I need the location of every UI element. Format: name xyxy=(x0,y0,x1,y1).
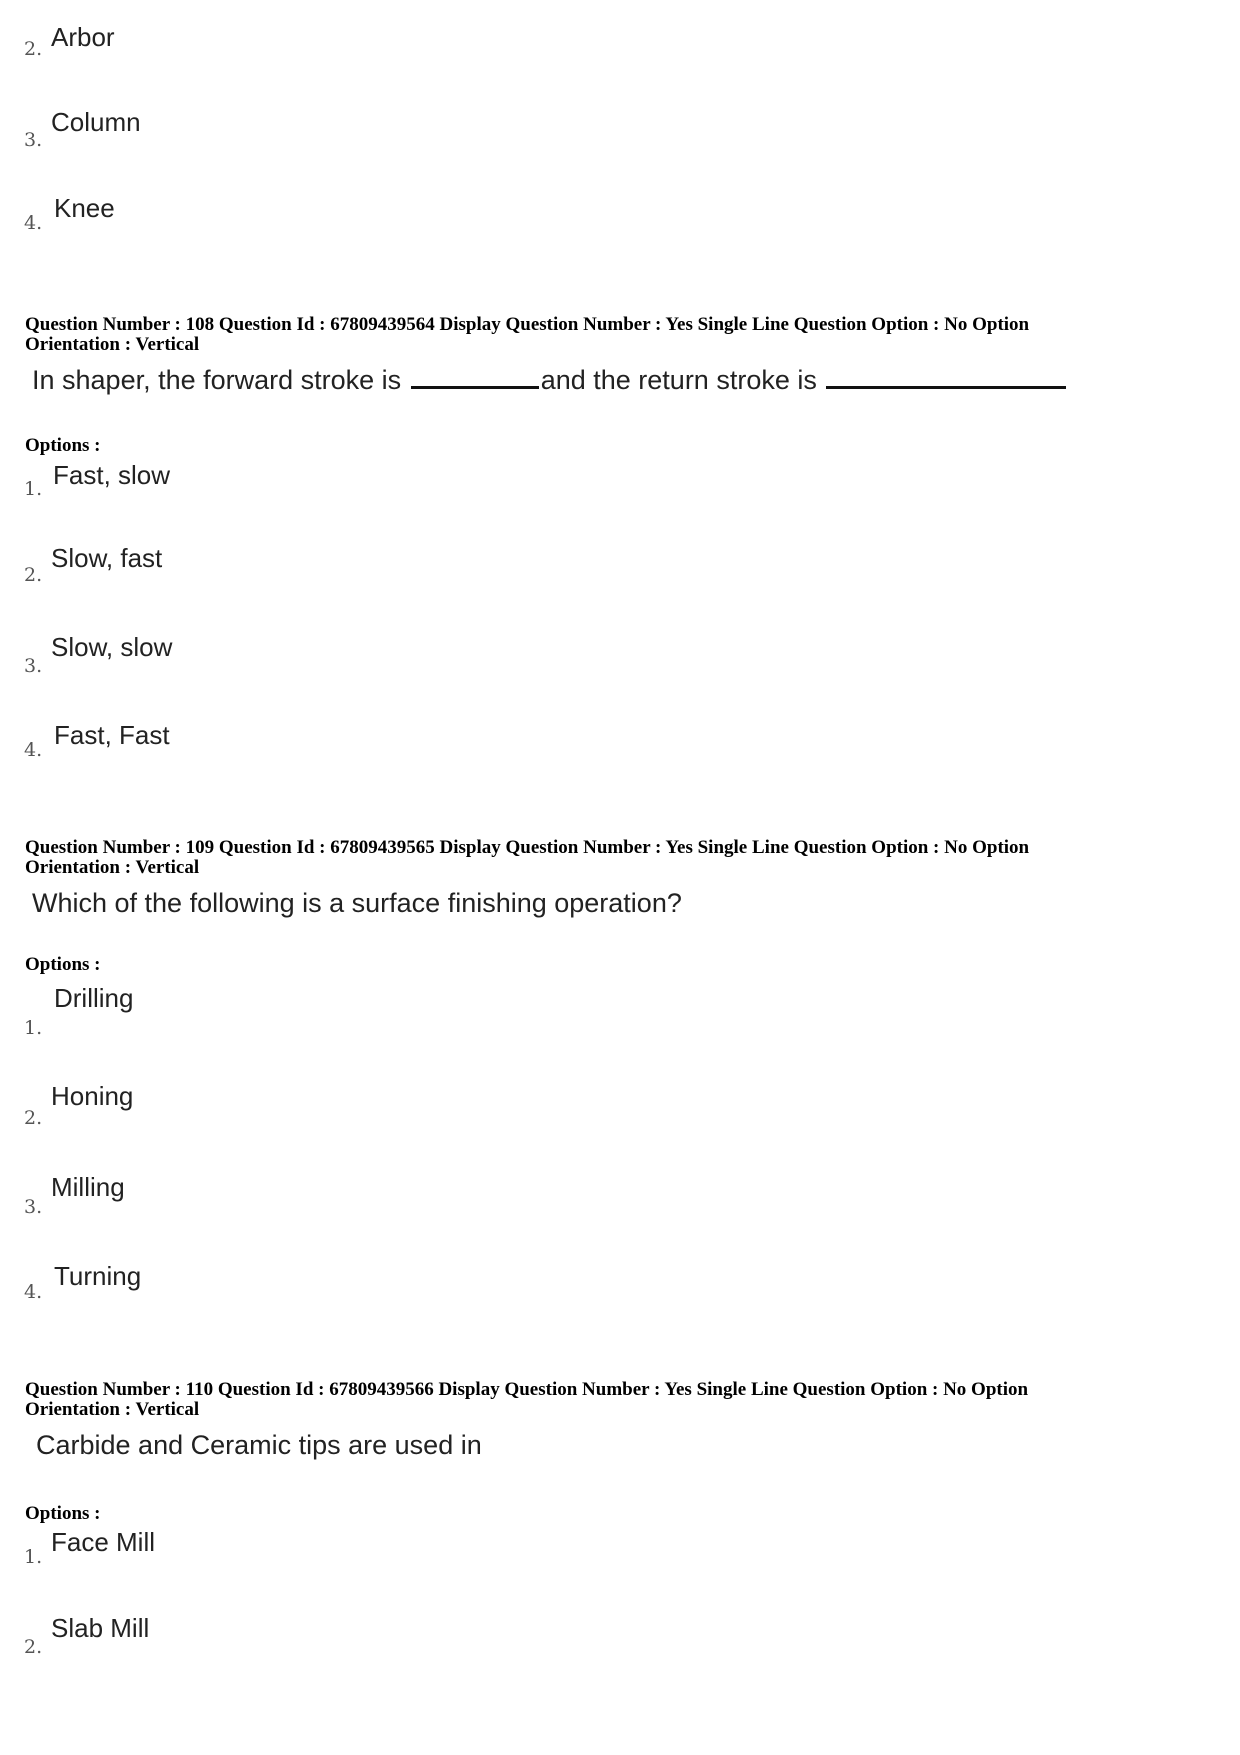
question-header xyxy=(25,838,1225,878)
options-label: Options : xyxy=(25,954,101,975)
option-number: 4. xyxy=(24,739,43,761)
question-header-line1: Question Number : 108 Question Id : 67809439564 Display Question Number : Yes Single Line Question Option : No Option xyxy=(25,314,1030,335)
option-number: 2. xyxy=(24,38,43,60)
option-text: Fast, Fast xyxy=(54,720,170,750)
option-number: 1. xyxy=(24,1017,43,1039)
option-number: 1. xyxy=(24,478,43,500)
option-text: Slow, fast xyxy=(51,543,163,573)
question-header xyxy=(25,315,1225,355)
option-number: 3. xyxy=(24,1196,43,1218)
option-number: 2. xyxy=(24,1636,43,1658)
option-text: Knee xyxy=(54,193,115,223)
question-text-part2: and the return stroke is xyxy=(540,365,817,395)
answer-blank xyxy=(826,386,1066,389)
options-label: Options : xyxy=(25,435,101,456)
answer-blank xyxy=(411,386,539,389)
option-number: 1. xyxy=(24,1546,43,1568)
option-number: 4. xyxy=(24,212,43,234)
question-header-line1: Question Number : 109 Question Id : 67809439565 Display Question Number : Yes Single Line Question Option : No Option xyxy=(25,837,1030,858)
option-text: Slab Mill xyxy=(51,1613,150,1643)
options-label: Options : xyxy=(25,1503,101,1524)
question-header xyxy=(25,1380,1225,1420)
option-number: 3. xyxy=(24,129,43,151)
question-header-line2: Orientation : Vertical xyxy=(25,857,200,878)
question-header-line2: Orientation : Vertical xyxy=(25,334,200,355)
option-number: 4. xyxy=(24,1281,43,1303)
option-text: Turning xyxy=(54,1261,142,1291)
question-text xyxy=(32,365,1068,396)
question-text: Carbide and Ceramic tips are used in xyxy=(36,1430,482,1460)
option-number: 2. xyxy=(24,1107,43,1129)
option-text: Arbor xyxy=(51,22,115,52)
question-header-line1: Question Number : 110 Question Id : 67809439566 Display Question Number : Yes Single Line Question Option : No Option xyxy=(25,1379,1029,1400)
question-text: Which of the following is a surface finishing operation? xyxy=(32,888,682,918)
option-text: Fast, slow xyxy=(53,460,171,490)
option-text: Honing xyxy=(51,1081,134,1111)
option-number: 2. xyxy=(24,564,43,586)
option-text: Face Mill xyxy=(51,1527,156,1557)
option-text: Milling xyxy=(51,1172,125,1202)
question-header-line2: Orientation : Vertical xyxy=(25,1399,200,1420)
option-number: 3. xyxy=(24,655,43,677)
option-text: Column xyxy=(51,107,141,137)
option-text: Drilling xyxy=(54,983,134,1013)
option-text: Slow, slow xyxy=(51,632,173,662)
question-text-part1: In shaper, the forward stroke is xyxy=(32,365,402,395)
